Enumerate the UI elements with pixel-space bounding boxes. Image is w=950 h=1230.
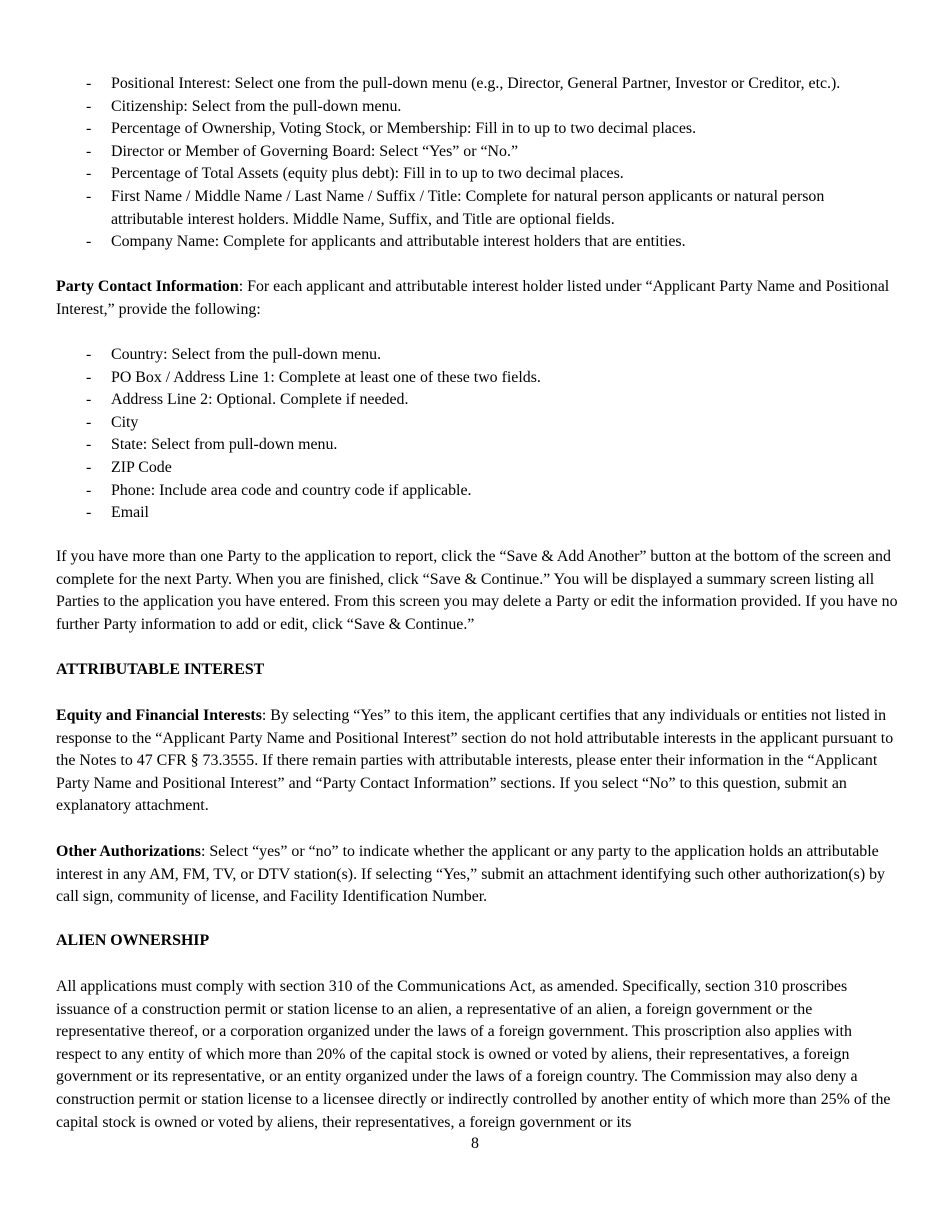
other-authorizations-paragraph	[56, 841, 898, 909]
list-item-text: - City	[111, 413, 139, 431]
list-item	[0, 367, 950, 390]
list-item	[0, 502, 950, 525]
page-number: 8	[471, 1135, 479, 1152]
list-item-text: - Citizenship: Select from the pull-down menu.	[111, 97, 402, 115]
other-authorizations-text: : Select “yes” or “no” to indicate whether the applicant or any party to the application holds an attributable interest in any AM, FM, TV, or DTV station(s). If selecting “Yes,” submit an attachment identifying such other authorization(s) by call sign, community of license, and Facility Identification Number.	[56, 843, 885, 906]
attributable-interest-heading: ATTRIBUTABLE INTEREST	[56, 661, 265, 678]
list-item-text: - ZIP Code	[111, 458, 172, 476]
equity-paragraph	[56, 705, 898, 818]
alien-ownership-heading: ALIEN OWNERSHIP	[56, 932, 210, 949]
list-item	[0, 480, 950, 503]
list-item-text: - Address Line 2: Optional. Complete if needed.	[111, 391, 409, 409]
other-authorizations-label: Other Authorizations	[56, 843, 201, 860]
list-item	[0, 163, 950, 186]
party-contact-list	[0, 344, 950, 525]
positional-interest-list	[0, 73, 950, 254]
list-item-text: - Phone: Include area code and country code if applicable.	[111, 481, 472, 499]
party-contact-paragraph	[56, 276, 898, 321]
list-item	[0, 389, 950, 412]
list-item	[0, 73, 950, 96]
save-instructions-paragraph: If you have more than one Party to the application to report, click the “Save & Add Another” button at the bottom of the screen and complete for the next Party. When you are finished, click “Save & Continue.” You will be displayed a summary screen listing all Parties to the application you have entered. From this screen you may delete a Party or edit the information provided. If you have no further Party information to add or edit, click “Save & Continue.”	[56, 548, 898, 633]
alien-ownership-paragraph: All applications must comply with section 310 of the Communications Act, as amended. Specifically, section 310 proscribes issuance of a construction permit or station license to an alien, a representative of an alien, a foreign government or the representative thereof, or a corporation organized under the laws of a foreign government. This proscription also applies with respect to any entity of which more than 20% of the capital stock is owned or voted by aliens, their representatives, a foreign government or its representative, or an entity organized under the laws of a foreign country. The Commission may also deny a construction permit or station license to a licensee directly or indirectly controlled by another entity of which more than 25% of the capital stock is owned or voted by aliens, their representatives, a foreign government or its	[56, 978, 891, 1131]
list-item-text: - Country: Select from the pull-down menu.	[111, 346, 382, 363]
list-item	[0, 344, 950, 367]
list-item-text: - PO Box / Address Line 1: Complete at least one of these two fields.	[111, 368, 541, 386]
list-item	[0, 412, 950, 435]
list-item-text: - Positional Interest: Select one from the pull-down menu (e.g., Director, General Partner, Investor or Creditor, etc.).	[111, 75, 841, 92]
list-item	[0, 434, 950, 457]
list-item	[0, 96, 950, 119]
list-item-text: - First Name / Middle Name / Last Name / Suffix / Title: Complete for natural person applicants or natural person attributable interest holders. Middle Name, Suffix, and Title are optional fields.	[111, 187, 825, 228]
equity-text: : By selecting “Yes” to this item, the applicant certifies that any individuals or entities not listed in response to the “Applicant Party Name and Positional Interest” section do not hold attributable interests in the applicant pursuant to the Notes to 47 CFR § 73.3555. If there remain parties with attributable interests, please enter their information in the “Applicant Party Name and Positional Interest” and “Party Contact Information” sections. If you select “No” to this question, submit an explanatory attachment.	[56, 707, 894, 815]
list-item	[0, 186, 950, 231]
list-item	[0, 118, 950, 141]
list-item-text: - Percentage of Total Assets (equity plus debt): Fill in to up to two decimal places.	[111, 165, 624, 183]
list-item-text: - Percentage of Ownership, Voting Stock, or Membership: Fill in to up to two decimal places.	[111, 120, 697, 138]
party-contact-label: Party Contact Information	[56, 278, 239, 295]
list-item-text: - Email	[111, 504, 149, 522]
equity-label: Equity and Financial Interests	[56, 707, 262, 724]
list-item	[0, 141, 950, 164]
list-item-text: - Company Name: Complete for applicants and attributable interest holders that are entities.	[111, 233, 686, 251]
list-item	[0, 231, 950, 254]
list-item	[0, 457, 950, 480]
list-item-text: - State: Select from pull-down menu.	[111, 436, 338, 454]
party-contact-text: : For each applicant and attributable interest holder listed under “Applicant Party Name and Positional Interest,” provide the following:	[56, 278, 890, 318]
list-item-text: - Director or Member of Governing Board: Select “Yes” or “No.”	[111, 142, 519, 160]
